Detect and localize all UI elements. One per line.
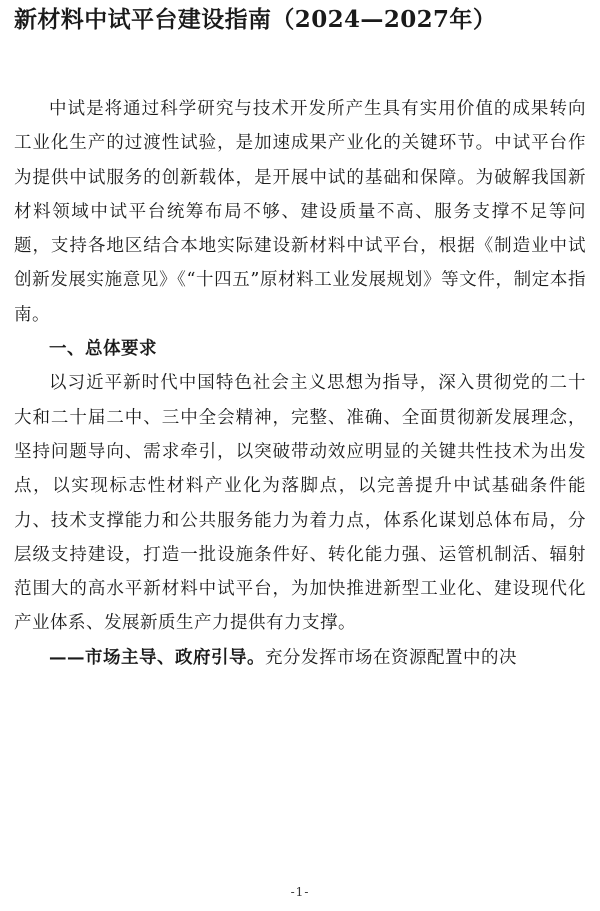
document-title: 新材料中试平台建设指南（2024—2027年） (14, 6, 497, 33)
intro-paragraph: 中试是将通过科学研究与技术开发所产生具有实用价值的成果转向工业化生产的过渡性试验，是加速成果产业化的关键环节。中试平台作为提供中试服务的创新载体，是开展中试的基础和保障。为破解我国新材料领域中试平台统筹布局不够、建设质量不高、服务支撑不足等问题，支持各地区结合本地实际建设新材料中试平台，根据《制造业中试创新发展实施意见》《“十四五”原材料工业发展规划》等文件，制定本指南。 (14, 99, 586, 325)
principle-paragraph (14, 641, 586, 675)
section-heading-general-requirements: 一、总体要求 (49, 339, 157, 360)
principle-lead: ——市场主导、政府引导。 (49, 647, 265, 668)
general-requirements-paragraph: 以习近平新时代中国特色社会主义思想为指导，深入贯彻党的二十大和二十届二中、三中全会精神，完整、准确、全面贯彻新发展理念，坚持问题导向、需求牵引，以突破带动效应明显的关键共性技术为出发点，以实现标志性材料产业化为落脚点，以完善提升中试基础条件能力、技术支撑能力和公共服务能力为着力点，体系化谋划总体布局，分层级支持建设，打造一批设施条件好、转化能力强、运管机制活、辐射范围大的高水平新材料中试平台，为加快推进新型工业化、建设现代化产业体系、发展新质生产力提供有力支撑。 (14, 373, 586, 634)
page-number: -1- (290, 885, 310, 899)
document-body (14, 92, 586, 675)
principle-text: 充分发挥市场在资源配置中的决 (265, 647, 517, 668)
